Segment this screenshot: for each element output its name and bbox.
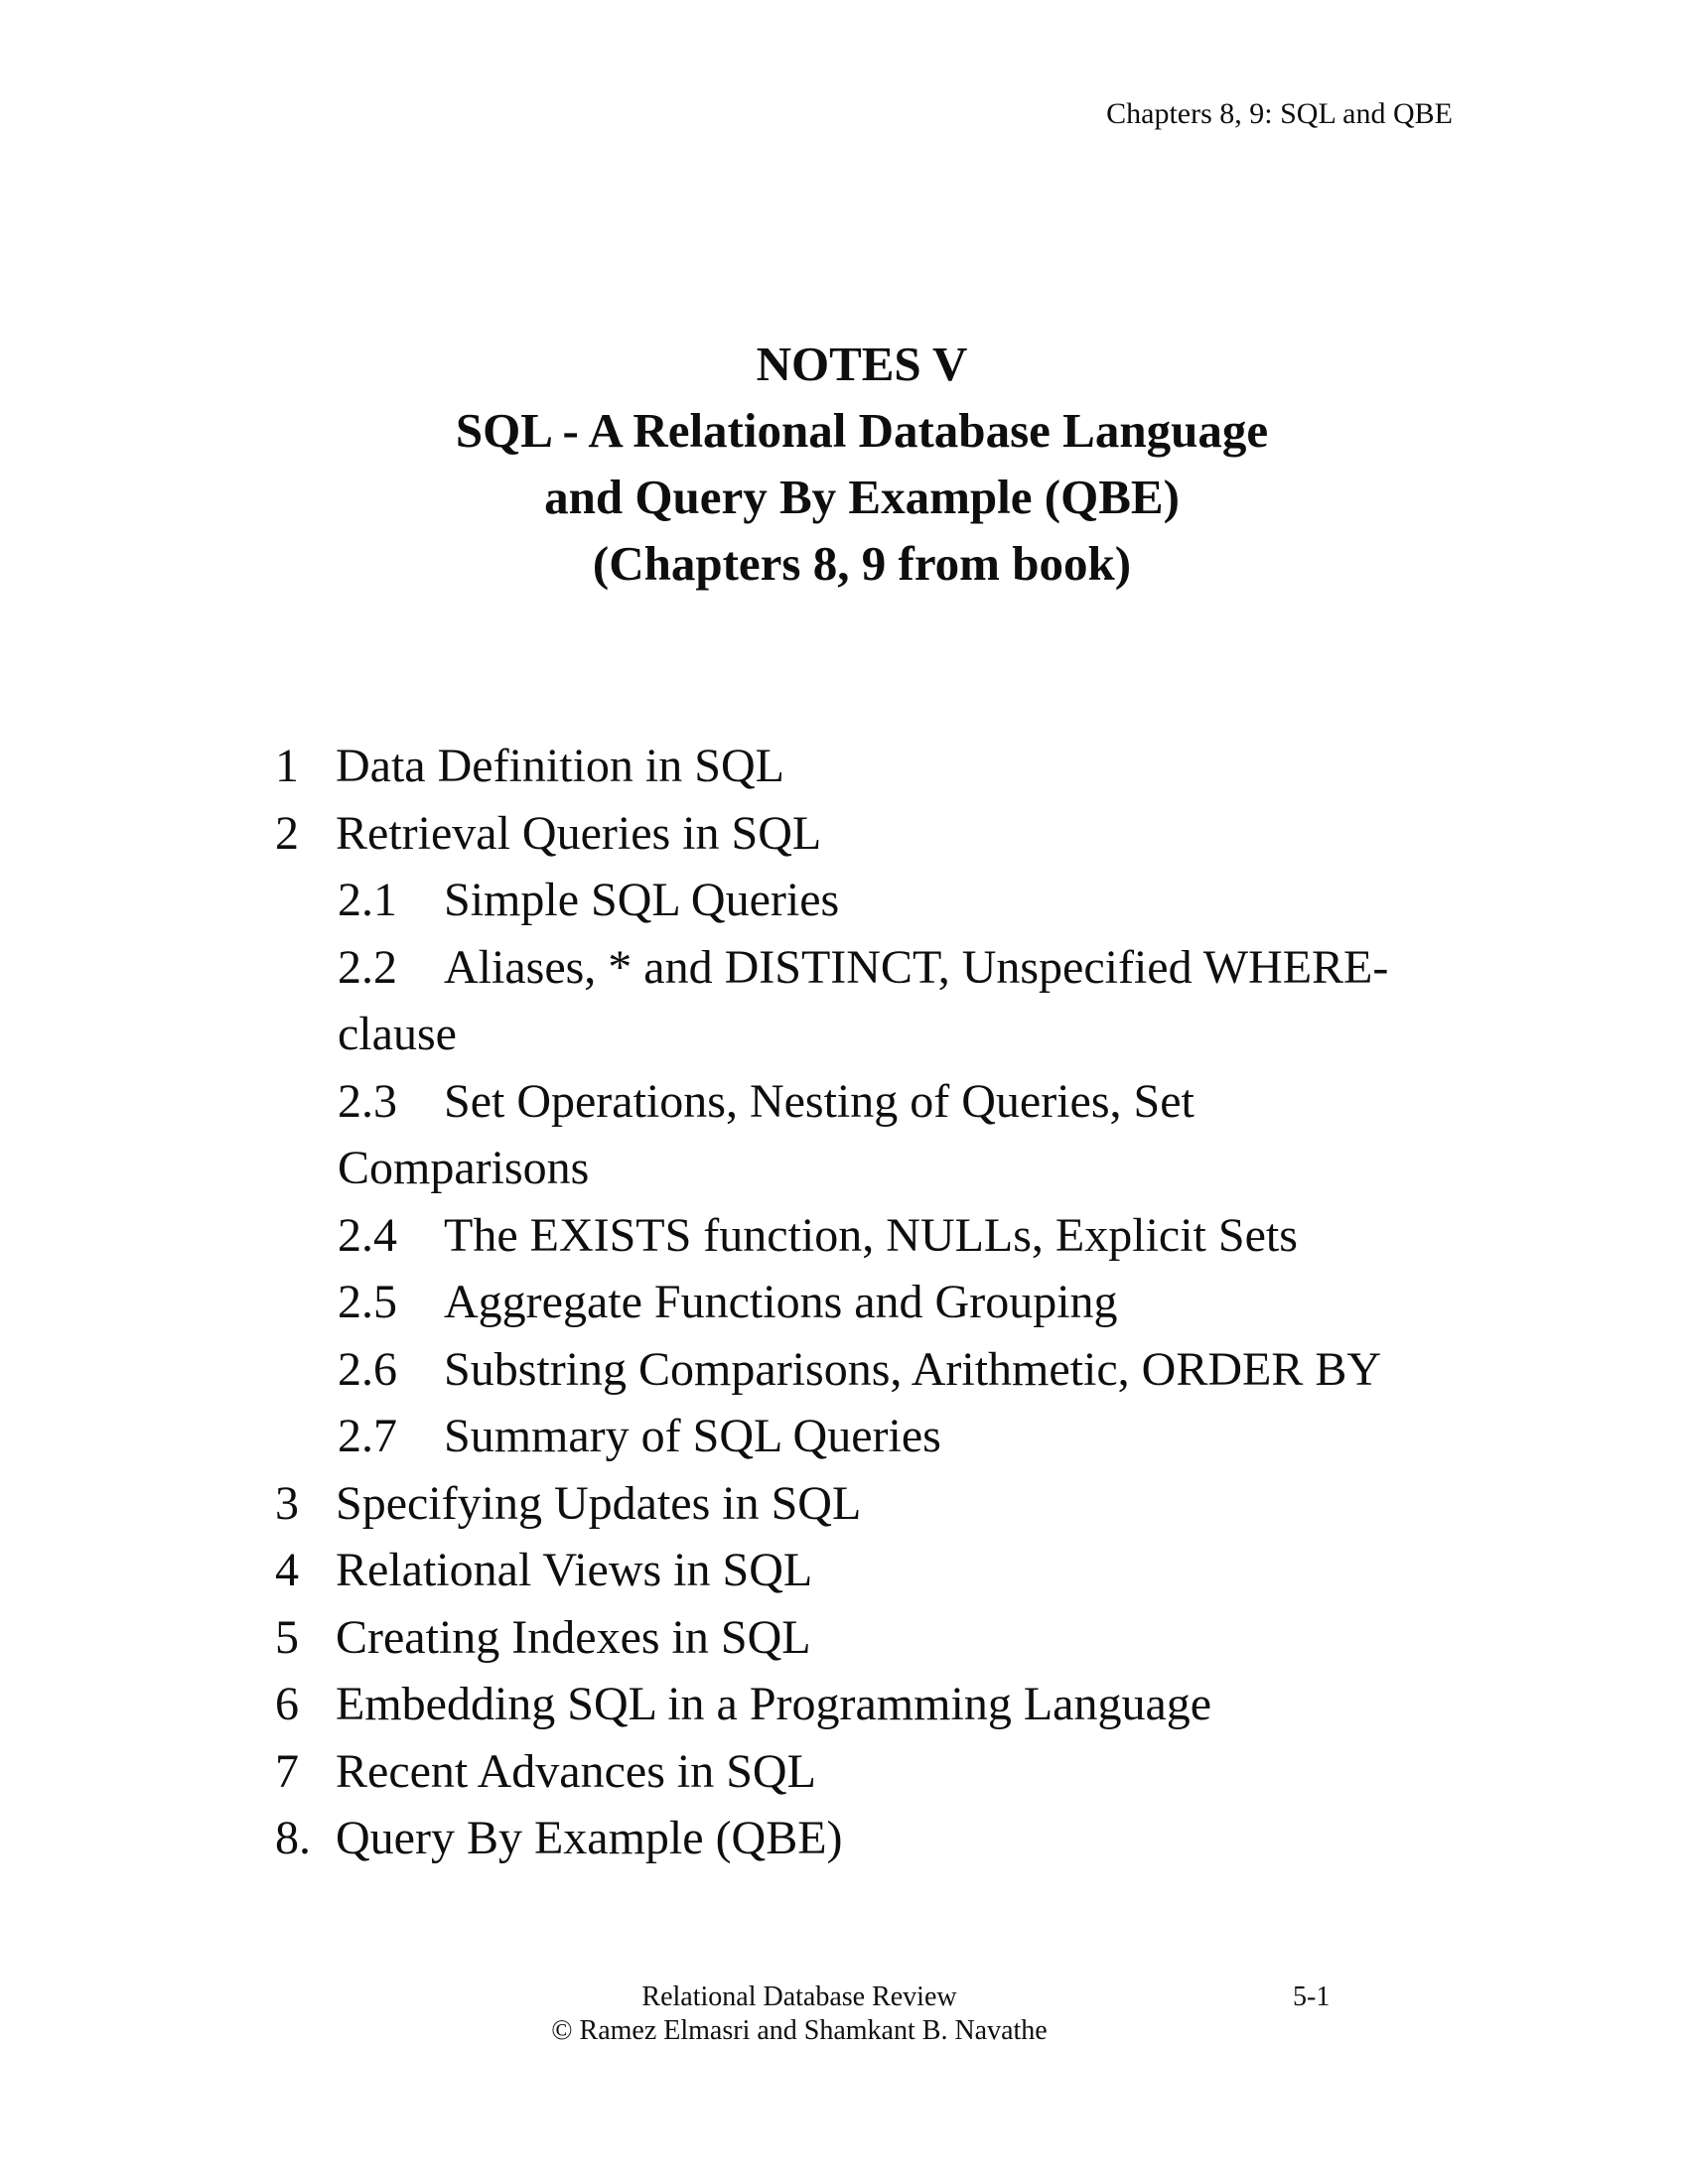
title-line-2: SQL - A Relational Database Language	[455, 403, 1269, 458]
toc-item-number: 1	[275, 740, 299, 792]
toc-item-text: Summary of SQL Queries	[444, 1410, 941, 1462]
toc-item-text: Set Operations, Nesting of Queries, Set Comparisons	[338, 1074, 1195, 1194]
toc-item	[0, 733, 1688, 800]
toc-item-number: 3	[275, 1476, 299, 1530]
toc-item-number: 7	[275, 1744, 299, 1798]
toc-item-number: 4	[275, 1544, 299, 1596]
toc-item-text: Data Definition in SQL	[336, 740, 784, 792]
toc-item	[0, 867, 1430, 934]
footer	[263, 1980, 1336, 2048]
toc-item-text: Relational Views in SQL	[336, 1544, 813, 1596]
toc-item	[0, 1470, 1688, 1538]
toc-item	[0, 1805, 1688, 1872]
toc-item-text: The EXISTS function, NULLs, Explicit Sets	[444, 1208, 1298, 1262]
footer-title: Relational Database Review	[641, 1981, 957, 2012]
running-header: Chapters 8, 9: SQL and QBE	[1106, 97, 1453, 130]
toc-item-number: 2.5	[338, 1276, 397, 1328]
title-line-4: (Chapters 8, 9 from book)	[592, 536, 1132, 591]
toc-item	[0, 1202, 1430, 1270]
toc-item-number: 8.	[275, 1812, 311, 1864]
toc-item-number: 2.4	[338, 1208, 397, 1262]
toc-item-number: 2.7	[338, 1410, 397, 1462]
toc-item-text: Simple SQL Queries	[444, 874, 840, 926]
toc-item-text: Substring Comparisons, Arithmetic, ORDER BY	[444, 1342, 1382, 1396]
toc-item	[0, 1671, 1688, 1738]
toc-item-text: Aggregate Functions and Grouping	[444, 1276, 1118, 1328]
toc-item-text: Specifying Updates in SQL	[336, 1476, 862, 1530]
toc-item-text: Recent Advances in SQL	[336, 1744, 816, 1798]
page-number: 5-1	[1293, 1981, 1331, 2012]
toc-item-number: 2.3	[338, 1074, 397, 1128]
title-line-3: and Query By Example (QBE)	[544, 470, 1180, 524]
toc-item-number: 2.2	[338, 940, 397, 994]
toc-item-number: 2.6	[338, 1342, 397, 1396]
toc-item	[0, 1336, 1430, 1404]
footer-copyright: © Ramez Elmasri and Shamkant B. Navathe	[551, 2015, 1048, 2046]
toc-item	[0, 1738, 1688, 1806]
toc-item-text: Query By Example (QBE)	[336, 1812, 843, 1864]
toc-item-number: 5	[275, 1610, 299, 1664]
toc-item-number: 6	[275, 1678, 299, 1730]
toc-item	[0, 1537, 1688, 1604]
toc-item	[0, 1269, 1430, 1336]
toc-item	[0, 1403, 1430, 1470]
document-title	[263, 331, 1461, 597]
toc-item-number: 2	[275, 806, 299, 860]
toc-item-text: Retrieval Queries in SQL	[336, 806, 822, 860]
toc-list	[0, 733, 1688, 1872]
toc-item	[0, 800, 1688, 868]
toc-item-text: Aliases, * and DISTINCT, Unspecified WHERE-clause	[338, 940, 1389, 1060]
title-line-1: NOTES V	[756, 337, 968, 391]
toc-item	[0, 934, 1430, 1068]
toc-item-number: 2.1	[338, 874, 397, 926]
toc-item-text: Creating Indexes in SQL	[336, 1610, 811, 1664]
toc-item	[0, 1604, 1688, 1672]
toc-item-text: Embedding SQL in a Programming Language	[336, 1678, 1212, 1730]
toc-item	[0, 1068, 1430, 1202]
